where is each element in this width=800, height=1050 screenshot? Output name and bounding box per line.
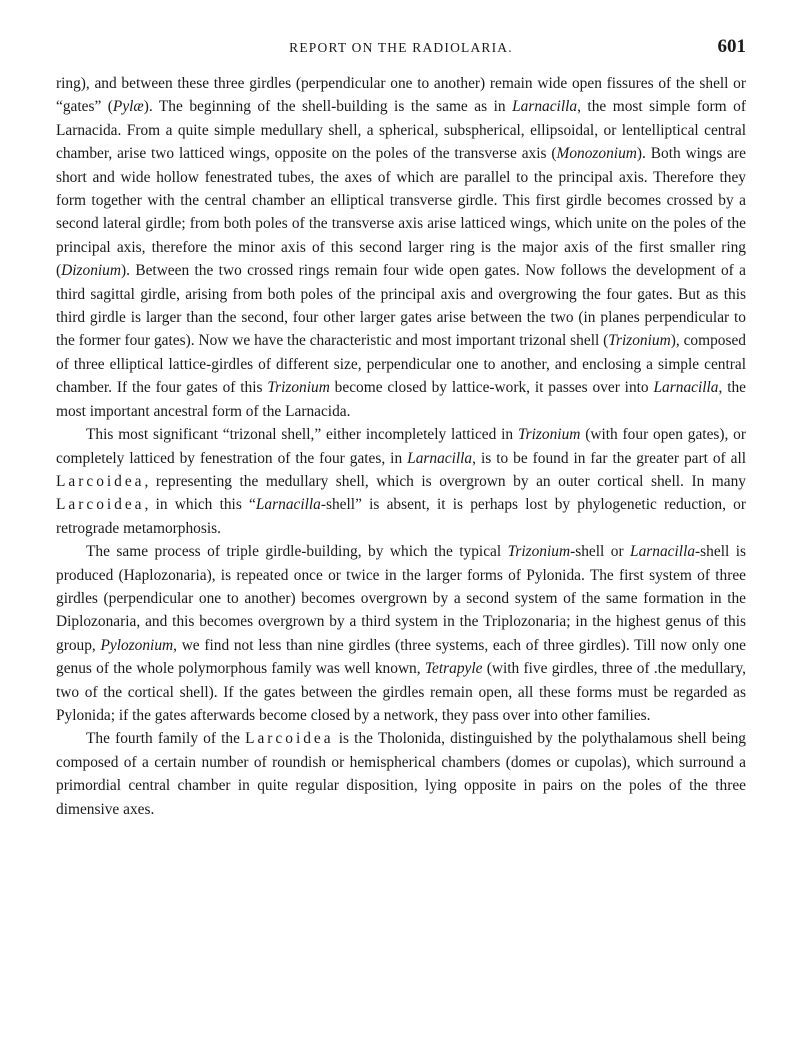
italic-term: Dizonium	[61, 262, 121, 280]
spaced-term: Larcoidea	[245, 730, 334, 748]
text-run: The fourth family of the	[86, 730, 246, 748]
text-run: ). Between the two crossed rings remain four wide open gates. Now follows the development of a third sagittal girdle, arising from both poles of the principal axis and overgrowing the four gates. But as this third girdle is larger than the second, four other larger gates arise between the two (in planes perpendicular to the former four gates). Now we have the characteristic and most important trizonal shell (	[56, 262, 746, 350]
spaced-term: Larcoidea	[56, 496, 145, 514]
italic-term: Tetrapyle	[424, 660, 483, 678]
text-run: -shell” is absent, it is perhaps lost by phylogenetic reduction, or retrograde metamorphosis.	[56, 496, 747, 537]
text-run: , we find not less than nine girdles (three systems, each of three girdles). Till now only one genus of the whole polymorphous family was well known,	[56, 636, 746, 678]
italic-term: Larnacilla	[512, 98, 578, 116]
italic-term: Monozonium	[556, 145, 637, 163]
paragraph-2	[56, 423, 746, 540]
italic-term: Larnacilla	[255, 496, 321, 514]
body-text	[56, 72, 746, 821]
text-run: , the most simple form of Larnacida. From a quite simple medullary shell, a spherical, subspherical, ellipsoidal, or lentelliptical central chamber, arise two latticed wings, opposite on the poles of the transverse axis (	[56, 98, 746, 163]
text-run: The same process of triple girdle-building, by which the typical	[86, 543, 508, 561]
italic-term: Larnacilla	[407, 449, 473, 467]
paragraph-3	[56, 540, 746, 727]
italic-term: Pylæ	[112, 98, 144, 116]
italic-term: Trizonium	[267, 379, 330, 397]
text-run: , the most important ancestral form of the Larnacida.	[56, 379, 747, 420]
italic-term: Larnacilla	[630, 543, 696, 561]
text-run: is the Tholonida, distinguished by the polythalamous shell being composed of a certain number of roundish or hemispherical chambers (domes or cupolas), which surround a primordial central chamber in quite regular disposition, lying opposite in pairs on the poles of the three dimensive axes.	[56, 730, 746, 818]
text-run: ). Both wings are short and wide hollow fenestrated tubes, the axes of which are parallel to the principal axis. Therefore they form together with the central chamber an elliptical transverse girdle. This first girdle becomes crossed by a second lateral girdle; from both poles of the transverse axis arise latticed wings, which unite on the poles of the principal axis, therefore the minor axis of this second larger ring is the major axis of the first smaller ring (	[56, 145, 747, 280]
text-run: ring), and between these three girdles (perpendicular one to another) remain wide open fissures of the shell or “gates” (	[56, 75, 746, 116]
text-run: become closed by lattice-work, it passes over into	[329, 379, 654, 397]
text-run: , in which this “	[144, 496, 256, 514]
paragraph-1	[56, 72, 746, 423]
text-run: -shell is produced (Haplozonaria), is repeated once or twice in the larger forms of Pylonida. The first system of three girdles (perpendicular one to another) becomes overgrown by a second system of the same formation in the Diplozonaria, and this becomes overgrown by a third system in the Triplozonaria; in the highest genus of this group,	[56, 543, 746, 654]
text-run: ), composed of three elliptical lattice-girdles of different size, perpendicular one to another, and enclosing a simple central chamber. If the four gates of this	[56, 332, 746, 397]
text-run: (with four open gates), or completely latticed by fenestration of the four gates, in	[56, 426, 747, 467]
paragraph-4	[56, 727, 746, 821]
italic-term: Trizonium	[517, 426, 581, 444]
text-run: , is to be found in far the greater part of all	[472, 449, 747, 467]
page-header	[56, 36, 746, 66]
italic-term: Pylozonium	[100, 636, 174, 654]
running-head: REPORT ON THE RADIOLARIA.	[289, 40, 513, 55]
page-number: 601	[717, 36, 746, 57]
text-run: ). The beginning of the shell-building is the same as in	[143, 98, 513, 116]
italic-term: Trizonium	[507, 543, 571, 561]
spaced-term: Larcoidea	[56, 472, 145, 490]
text-run: -shell or	[570, 543, 631, 561]
italic-term: Trizonium	[608, 332, 671, 350]
italic-term: Larnacilla	[653, 379, 719, 397]
page	[56, 36, 746, 821]
text-run: This most significant “trizonal shell,” either incompletely latticed in	[86, 426, 518, 444]
text-run: (with five girdles, three of .the medullary, two of the cortical shell). If the gates between the girdles remain open, all these forms must be regarded as Pylonida; if the gates afterwards become closed by a network, they pass over into other families.	[56, 660, 747, 724]
text-run: , representing the medullary shell, which is overgrown by an outer cortical shell. In many	[144, 472, 746, 490]
